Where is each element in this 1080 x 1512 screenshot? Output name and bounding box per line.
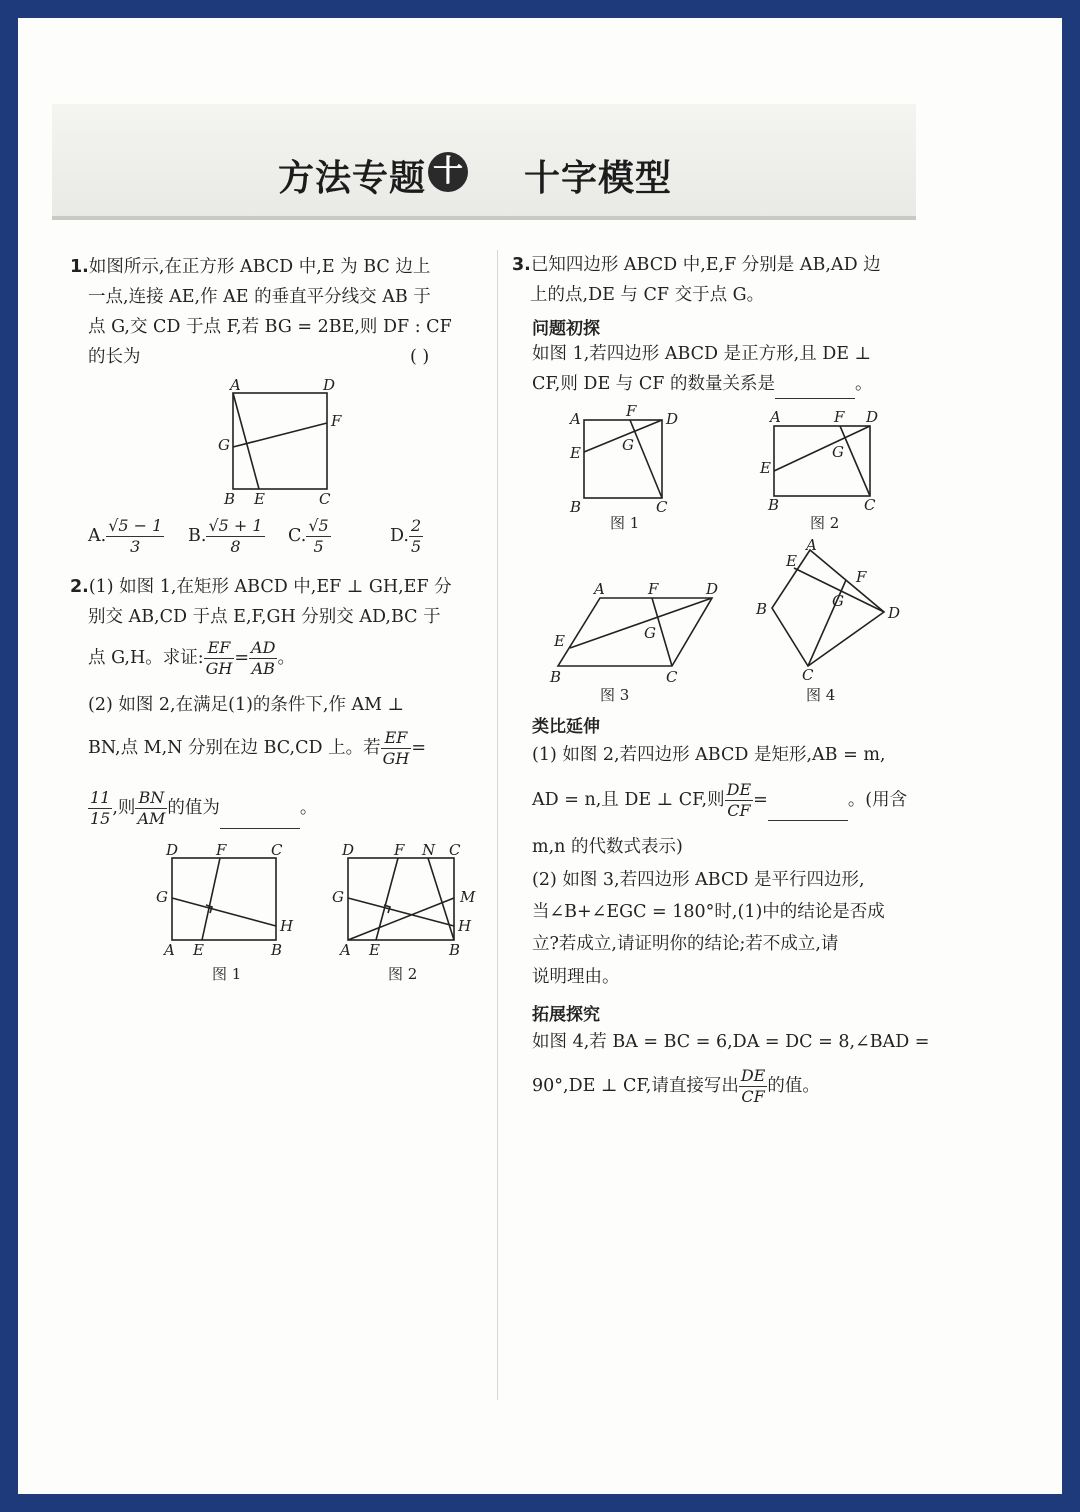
svg-text:A: A	[770, 408, 781, 426]
svg-text:D: D	[706, 580, 719, 598]
svg-text:D: D	[888, 604, 901, 622]
svg-text:H: H	[458, 917, 472, 935]
q3-p3-line-1: (2) 如图 3,若四边形 ABCD 是平行四边形,	[532, 870, 865, 890]
svg-text:图 1: 图 1	[212, 965, 242, 983]
svg-text:E: E	[369, 941, 380, 959]
q3-p1-line-2: CF,则 DE 与 CF 的数量关系是 。	[532, 369, 872, 399]
title-badge: 十	[428, 152, 468, 192]
svg-text:F: F	[856, 568, 867, 586]
svg-text:E: E	[570, 444, 581, 462]
q2-fig2-rectangle	[348, 858, 454, 940]
q3-fig3-parallelogram	[558, 598, 712, 666]
svg-text:B: B	[756, 600, 768, 618]
svg-text:A: A	[164, 941, 175, 959]
q3-fig2-segment-cf	[840, 426, 870, 496]
svg-text:C: C	[802, 666, 814, 684]
q1-figure	[210, 372, 350, 512]
q2-line-5: BN,点 M,N 分别在边 BC,CD 上。若 $\frac{EF}{GH}$ =	[88, 728, 427, 768]
title-band	[52, 104, 916, 220]
q2-answer-blank	[220, 810, 300, 829]
q3-p3-line-2: 当∠B+∠EGC = 180°时,(1)中的结论是否成	[532, 902, 885, 922]
q2-line-2: 别交 AB,CD 于点 E,F,GH 分别交 AD,BC 于	[88, 607, 441, 627]
title-right: 十字模型	[524, 158, 673, 199]
q3-p3-line-4: 说明理由。	[532, 967, 620, 987]
q1-answer-paren: ( )	[410, 347, 430, 367]
svg-text:F: F	[216, 841, 227, 859]
svg-text:C: C	[666, 668, 678, 686]
q2-fig1-segment-gh	[172, 898, 276, 926]
q2-line-6: $\frac{11}{15}$ ,则 $\frac{BN}{AM}$ 的值为 。	[90, 788, 318, 828]
svg-text:B: B	[224, 490, 236, 508]
svg-text:F: F	[331, 412, 342, 430]
q3-line-1: 3.已知四边形 ABCD 中,E,F 分别是 AB,AD 边	[512, 255, 881, 275]
q1-option-c: C. $\frac{√5}{5}$	[288, 516, 329, 556]
q3-figure-4	[750, 536, 920, 706]
q2-fig2-segment-am	[348, 898, 454, 940]
svg-text:B: B	[570, 498, 582, 516]
svg-text:C: C	[656, 498, 668, 516]
q3-number: 3.	[512, 255, 531, 275]
q1-line-4: 的长为	[88, 347, 141, 367]
svg-text:F: F	[626, 402, 637, 420]
q3-fig1-square	[584, 420, 662, 498]
svg-text:E: E	[254, 490, 265, 508]
q2-fig1-rectangle	[172, 858, 276, 940]
q3-p4-line-2: 90°,DE ⊥ CF,请直接写出 $\frac{DE}{CF}$ 的值。	[532, 1066, 820, 1106]
q1-segment-gf	[233, 423, 327, 447]
svg-text:B: B	[449, 941, 461, 959]
svg-text:F: F	[394, 841, 405, 859]
svg-text:D: D	[342, 841, 355, 859]
svg-text:G: G	[644, 624, 656, 642]
svg-text:E: E	[193, 941, 204, 959]
svg-text:D: D	[166, 841, 179, 859]
svg-text:A: A	[570, 410, 581, 428]
q2-line-4: (2) 如图 2,在满足(1)的条件下,作 AM ⊥	[88, 695, 405, 715]
q1-option-d: D. $\frac{2}{5}$	[390, 516, 422, 556]
svg-text:G: G	[218, 436, 230, 454]
q3-heading-2: 类比延伸	[532, 717, 600, 737]
q3-p3-line-3: 立?若成立,请证明你的结论;若不成立,请	[532, 934, 839, 954]
svg-text:A: A	[594, 580, 605, 598]
q2-figure-1	[150, 838, 300, 988]
svg-text:D: D	[666, 410, 679, 428]
svg-text:E: E	[760, 459, 771, 477]
q3-figure-1	[560, 400, 700, 540]
svg-text:A: A	[340, 941, 351, 959]
svg-text:G: G	[832, 592, 844, 610]
svg-text:G: G	[832, 443, 844, 461]
svg-text:图 2: 图 2	[388, 965, 418, 983]
q3-line-2: 上的点,DE 与 CF 交于点 G。	[530, 285, 765, 305]
svg-text:A: A	[806, 536, 817, 554]
svg-text:C: C	[449, 841, 461, 859]
svg-text:图 3: 图 3	[600, 686, 630, 704]
q2-number: 2.	[70, 577, 89, 597]
svg-text:C: C	[271, 841, 283, 859]
svg-text:E: E	[554, 632, 565, 650]
q2-figure-2	[328, 838, 488, 988]
svg-text:N: N	[422, 841, 436, 859]
q1-line-3: 点 G,交 CD 于点 F,若 BG = 2BE,则 DF : CF	[88, 317, 452, 337]
q3-blank-1	[775, 380, 855, 399]
q3-figure-3	[540, 572, 730, 707]
q2-fig1-segment-ef	[202, 858, 220, 940]
q1-line-1: 1.如图所示,在正方形 ABCD 中,E 为 BC 边上	[70, 257, 431, 277]
q3-fig3-segment-de	[570, 598, 712, 648]
title-left: 方法专题	[278, 158, 427, 199]
q3-p4-line-1: 如图 4,若 BA = BC = 6,DA = DC = 8,∠BAD =	[532, 1032, 930, 1052]
svg-text:图 2: 图 2	[810, 514, 840, 532]
svg-text:E: E	[786, 552, 797, 570]
q3-p2-line-1: (1) 如图 2,若四边形 ABCD 是矩形,AB = m,	[532, 745, 886, 765]
q1-option-a: A. $\frac{√5 - 1}{3}$	[88, 516, 163, 556]
svg-text:G: G	[332, 888, 344, 906]
q3-p2-line-2: AD = n,且 DE ⊥ CF,则 $\frac{DE}{CF}$ = 。(用含	[532, 780, 908, 820]
svg-text:B: B	[550, 668, 562, 686]
q3-heading-1: 问题初探	[532, 319, 600, 339]
q3-p2-line-3: m,n 的代数式表示)	[532, 837, 683, 857]
q1-square	[233, 393, 327, 489]
q1-line-2: 一点,连接 AE,作 AE 的垂直平分线交 AB 于	[88, 287, 431, 307]
svg-text:B: B	[271, 941, 283, 959]
svg-text:图 4: 图 4	[806, 686, 836, 704]
svg-text:G: G	[156, 888, 168, 906]
svg-text:G: G	[622, 436, 634, 454]
svg-text:图 1: 图 1	[610, 514, 640, 532]
svg-text:F: F	[648, 580, 659, 598]
q2-line-3: 点 G,H。求证: $\frac{EF}{GH}$ = $\frac{AD}{AB}$ 。	[88, 638, 295, 678]
svg-text:C: C	[864, 496, 876, 514]
q3-fig1-segment-cf	[630, 420, 662, 498]
svg-text:C: C	[319, 490, 331, 508]
column-divider	[497, 250, 498, 1400]
svg-text:F: F	[834, 408, 845, 426]
q3-p1-line-1: 如图 1,若四边形 ABCD 是正方形,且 DE ⊥	[532, 344, 872, 364]
q1-number: 1.	[70, 257, 89, 277]
q1-option-b: B. $\frac{√5 + 1}{8}$	[188, 516, 263, 556]
svg-text:B: B	[768, 496, 780, 514]
svg-text:H: H	[280, 917, 294, 935]
svg-text:M: M	[460, 888, 476, 906]
q3-heading-3: 拓展探究	[532, 1005, 600, 1025]
svg-text:D: D	[323, 376, 336, 394]
q3-blank-2	[768, 802, 848, 821]
q2-fig2-segment-gh	[348, 898, 454, 926]
svg-text:A: A	[230, 376, 241, 394]
q3-figure-2	[756, 400, 896, 540]
q2-line-1: 2.(1) 如图 1,在矩形 ABCD 中,EF ⊥ GH,EF 分	[70, 577, 452, 597]
svg-text:D: D	[866, 408, 879, 426]
